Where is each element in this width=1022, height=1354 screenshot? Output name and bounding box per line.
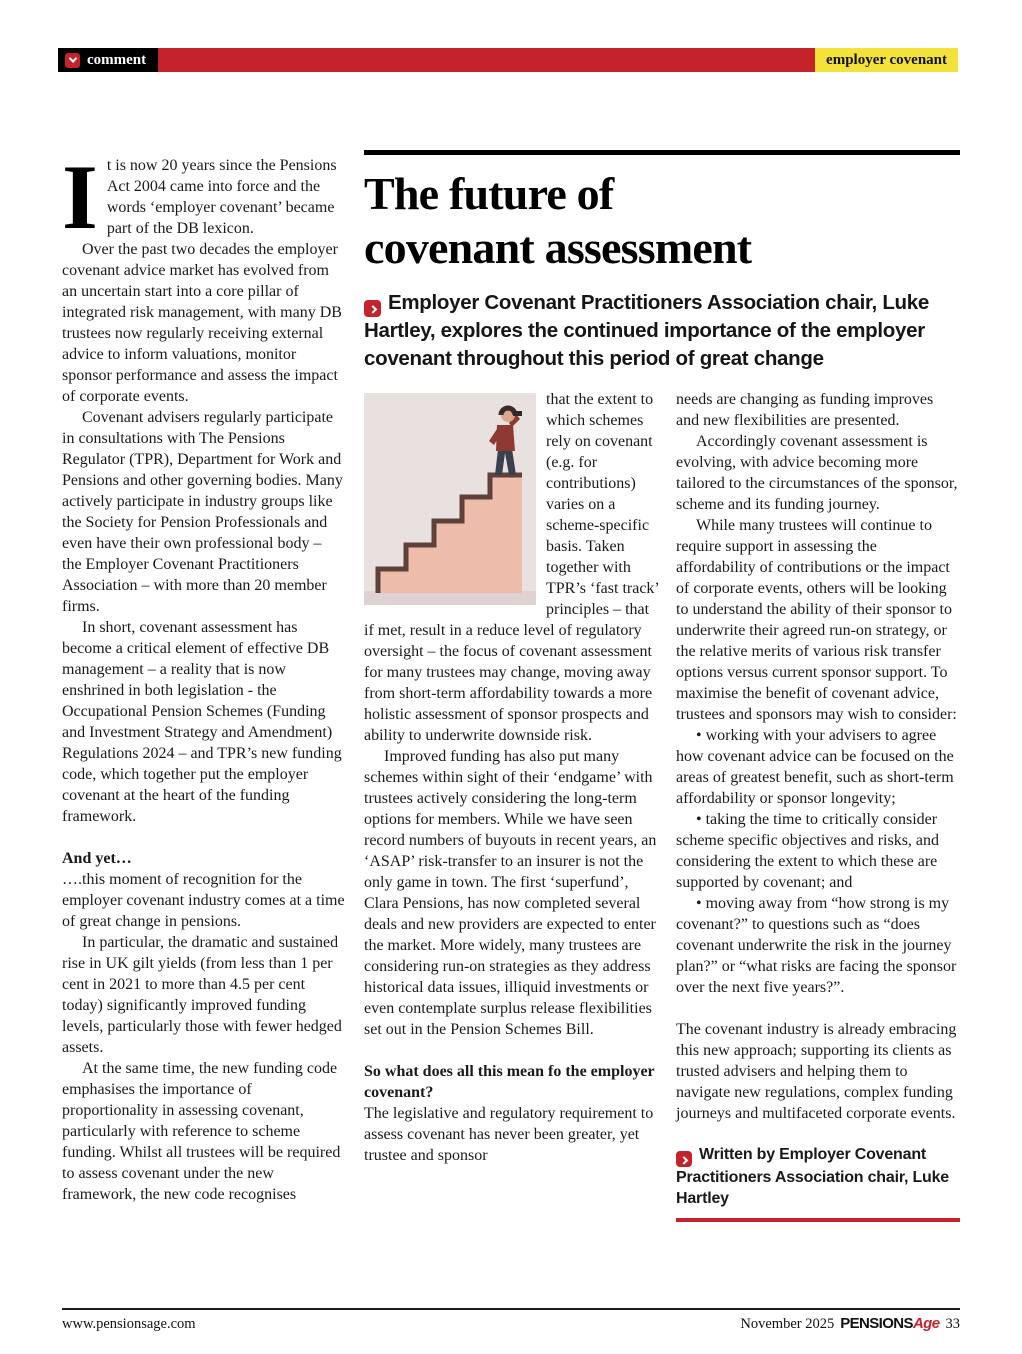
chevron-down-icon xyxy=(65,53,80,68)
two-column-text xyxy=(364,389,960,1222)
bullet-item: • taking the time to critically consider scheme specific objectives and risks, and considering the extent to which these are supported by covenant; and xyxy=(676,811,940,891)
closing-paragraph: The covenant industry is already embracing this new approach; supporting its clients as trusted advisers and helping them to navigate new regulations, complex funding journeys and multifaceted corporate events. xyxy=(676,1021,957,1122)
footer xyxy=(62,1315,960,1333)
drop-cap: I xyxy=(62,146,98,248)
website-link[interactable]: www.pensionsage.com xyxy=(62,1316,196,1332)
opening-paragraph xyxy=(62,146,345,248)
byline-rule xyxy=(676,1218,960,1222)
topic-tag-employer-covenant xyxy=(815,48,958,72)
middle-column xyxy=(364,389,660,1222)
body-paragraph: At the same time, the new funding code emphasises the importance of proportionality in assessing covenant, particularly with reference to scheme funding. Whilst all trustees will be required to assess covenant under the new framework, the new code recognises xyxy=(62,1060,341,1203)
bullet-item: • working with your advisers to agree how covenant advice can be focused on the areas of greatest benefit, such as short-term affordability or sponsor longevity; xyxy=(676,727,954,807)
title-rule xyxy=(364,150,960,155)
byline xyxy=(676,1144,960,1209)
page-number: 33 xyxy=(945,1316,960,1332)
topic-label: employer covenant xyxy=(826,51,947,68)
body-paragraph: Improved funding has also put many schemes within sight of their ‘endgame’ with trustees actively considering the long-term options for members. While we have seen record numbers of buyouts in recent years, an ‘ASAP’ risk-transfer to an insurer is not the only game in town. The first ‘superfund’, Clara Pensions, has now completed several deals and new providers are expected to enter the market. More widely, many trustees are considering run-on strategies as they address historical data issues, illiquid investments or even contemplate surplus release flexibilities set out in the Pension Schemes Bill. xyxy=(364,748,657,1038)
body-paragraph: ….this moment of recognition for the employer covenant industry comes at a time of great change in pensions. xyxy=(62,871,345,930)
brand-age: Age xyxy=(912,1315,940,1332)
footer-rule xyxy=(62,1308,960,1310)
body-paragraph: Covenant advisers regularly participate in consultations with The Pensions Regulator (TPR), Department for Work and Pensions and other governing bodies. Many actively participate in industry groups like the Society for Pension Professionals and even have their own professional body – the Employer Covenant Practitioners Association – with more than 20 member firms. xyxy=(62,409,343,615)
title-line-1: The future of xyxy=(364,168,614,219)
section-tag-comment xyxy=(58,48,158,72)
body-paragraph: Accordingly covenant assessment is evolving, with advice becoming more tailored to the circumstances of the sponsor, scheme and its funding journey. xyxy=(676,433,958,513)
right-column xyxy=(676,389,960,1222)
section-label: comment xyxy=(87,51,147,68)
standfirst xyxy=(364,289,960,373)
body-paragraph: Over the past two decades the employer covenant advice market has evolved from an uncertain start into a core pillar of integrated risk management, with many DB trustees now regularly receiving external advice to inform valuations, monitor sponsor performance and assess the impact of corporate events. xyxy=(62,241,342,405)
footer-right xyxy=(740,1315,960,1333)
byline-text: Written by Employer Covenant Practitioners Association chair, Luke Hartley xyxy=(676,1146,949,1207)
red-rule xyxy=(158,48,815,72)
body-paragraph: While many trustees will continue to require support in assessing the affordability of contributions or the impact of corporate events, others will be looking to understand the ability of their sponsor to underwrite their agreed run-on strategy, or the relative merits of various risk transfer options versus current sponsor support. To maximise the benefit of covenant advice, trustees and sponsors may wish to consider: xyxy=(676,517,957,723)
body-paragraph: In particular, the dramatic and sustained rise in UK gilt yields (from less than 1 per cent in 2021 to more than 4.5 per cent today) significantly improved funding levels, particularly those with fewer hedged assets. xyxy=(62,934,342,1056)
subhead-what-does-this-mean: So what does all this mean fo the employer covenant? xyxy=(364,1063,655,1101)
article-body xyxy=(62,146,960,1222)
title-line-2: covenant assessment xyxy=(364,222,752,273)
chevron-right-icon xyxy=(676,1151,692,1167)
pensions-age-logo xyxy=(840,1315,939,1332)
chevron-right-icon xyxy=(364,300,381,317)
stairs-binoculars-illustration xyxy=(364,393,536,605)
top-tag-bar xyxy=(58,48,958,72)
issue-date: November 2025 xyxy=(740,1316,835,1332)
left-column xyxy=(62,146,345,1222)
standfirst-text: Employer Covenant Practitioners Association chair, Luke Hartley, explores the continued importance of the employer covenant throughout this period of great change xyxy=(364,291,929,370)
page-title xyxy=(364,167,960,275)
body-paragraph: The legislative and regulatory requirement to assess covenant has never been greater, yet trustee and sponsor xyxy=(364,1105,654,1164)
brand-pensions: PENSIONS xyxy=(840,1315,913,1332)
bullet-item: • moving away from “how strong is my covenant?” to questions such as “does covenant underwrite the risk in the journey plan?” or “what risks are facing the sponsor over the next five years?”. xyxy=(676,895,957,996)
body-paragraph: In short, covenant assessment has become a critical element of effective DB management – a reality that is now enshrined in both legislation - the Occupational Pension Schemes (Funding and Investment Strategy and Amendment) Regulations 2024 – and TPR’s new funding code, which together put the employer covenant at the heart of the funding framework. xyxy=(62,619,342,825)
main-area xyxy=(364,150,960,1222)
body-paragraph: needs are changing as funding improves and new flexibilities are presented. xyxy=(676,391,934,429)
opening-text: t is now 20 years since the Pensions Act 2004 came into force and the words ‘employer covenant’ became part of the DB lexicon. xyxy=(106,157,337,237)
body-paragraph: that the extent to which schemes rely on covenant (e.g. for contributions) varies on a scheme-specific basis. Taken together with TPR’s ‘fast track’ principles – that if met, result in a reduce level of regulatory oversight – the focus of covenant assessment for many trustees may change, moving away from short-term affordability towards a more holistic assessment of sponsor prospects and ability to underwrite downside risk. xyxy=(364,391,659,744)
subhead-and-yet: And yet… xyxy=(62,850,132,867)
